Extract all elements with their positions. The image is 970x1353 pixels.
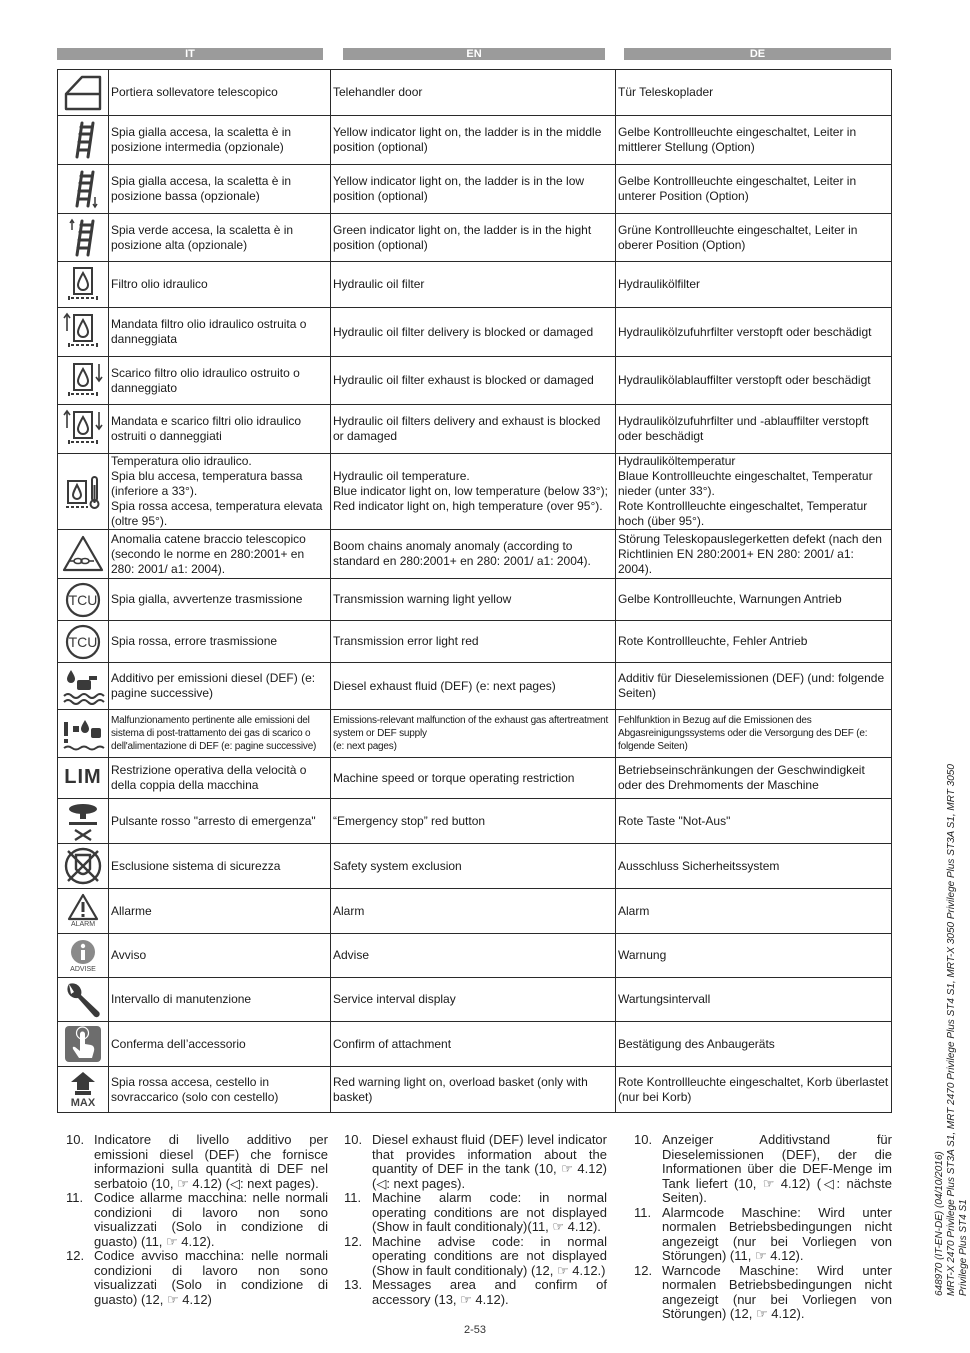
note-item: [66, 1191, 328, 1249]
table-row: [58, 799, 892, 844]
cell-en: Alarm: [331, 889, 616, 934]
cell-de: Alarm: [616, 889, 892, 934]
note-number: 10.: [344, 1132, 363, 1147]
cell-en: Emissions-relevant malfunction of the exhaust gas aftertreatment system or DEF supply (e: next pages): [331, 710, 616, 758]
column-header-it: IT: [57, 48, 323, 60]
cell-it: Spia rossa, errore trasmissione: [109, 621, 331, 663]
table-row: [58, 758, 892, 799]
note-number: 10.: [66, 1132, 85, 1147]
cell-en: Confirm of attachment: [331, 1022, 616, 1067]
cell-en: Yellow indicator light on, the ladder is in the middle position (optional): [331, 116, 616, 165]
cell-en: Hydraulic oil filter delivery is blocked or damaged: [331, 308, 616, 357]
note-item: [634, 1133, 892, 1206]
emergency-stop-icon: [58, 799, 109, 844]
tcu-label: TCU: [68, 633, 98, 650]
def-malfunction-icon: [58, 710, 109, 758]
cell-de: Hydraulikölfilter: [616, 262, 892, 308]
note-number: 11.: [344, 1190, 362, 1205]
cell-de: Gelbe Kontrollleuchte eingeschaltet, Leiter in unterer Position (Option): [616, 165, 892, 214]
side-document-info: [934, 736, 970, 1296]
hydraulic-filter-icon: [58, 262, 109, 308]
cell-de: Gelbe Kontrollleuchte eingeschaltet, Leiter in mittlerer Stellung (Option): [616, 116, 892, 165]
table-row: [58, 405, 892, 454]
def-fluid-icon: [58, 663, 109, 710]
note-number: 11.: [634, 1204, 652, 1220]
cell-en: Red warning light on, overload basket (only with basket): [331, 1067, 616, 1113]
icon-caption: ALARM: [70, 921, 96, 928]
cell-it: Filtro olio idraulico: [109, 262, 331, 308]
table-row: [58, 579, 892, 621]
cell-en: Telehandler door: [331, 70, 616, 116]
note-text: Machine advise code: in normal operating conditions are not displayed (Show in fault conditionaly) (12, ☞ 4.12.): [372, 1233, 607, 1278]
cell-en: Green indicator light on, the ladder is in the hight position (optional): [331, 214, 616, 262]
cell-en: “Emergency stop” red button: [331, 799, 616, 844]
tcu-label: TCU: [68, 591, 98, 608]
cell-de: Betriebseinschränkungen der Geschwindigkeit oder des Drehmoments der Maschine: [616, 758, 892, 799]
ladder-high-icon: [58, 214, 109, 262]
cell-en: Transmission warning light yellow: [331, 579, 616, 621]
note-item: [634, 1206, 892, 1264]
safety-exclusion-icon: [58, 844, 109, 889]
table-row: [58, 70, 892, 116]
table-row: [58, 978, 892, 1022]
cell-it: Avviso: [109, 934, 331, 978]
note-item: [344, 1191, 607, 1235]
note-text: Codice allarme macchina: nelle normali condizioni di lavoro non sono visualizzati (Solo in condizione di guasto) (11, ☞ 4.12).: [94, 1190, 328, 1249]
note-text: Anzeiger Additivstand für Dieselemissionen (DEF), der die Informationen über die DEF-Menge im Tank liefert (10, ☞ 4.12) (◁: nächste Seiten).: [662, 1132, 892, 1205]
table-row: [58, 844, 892, 889]
cell-it: Spia gialla, avvertenze trasmissione: [109, 579, 331, 621]
ladder-low-icon: [58, 165, 109, 214]
notes-en: [344, 1133, 607, 1307]
oil-temperature-icon: [58, 454, 109, 530]
cell-it: Scarico filtro olio idraulico ostruito o danneggiato: [109, 357, 331, 405]
table-row: [58, 165, 892, 214]
cell-it: Anomalia catene braccio telescopico (secondo le norme en 280:2001+ en 280: 2001/ a1: 2004).: [109, 530, 331, 579]
page-number: 2-53: [463, 1324, 487, 1336]
note-number: 12.: [344, 1233, 363, 1249]
cell-de: Ausschluss Sicherheitssystem: [616, 844, 892, 889]
tcu-yellow-icon: [58, 579, 109, 621]
table-row: [58, 116, 892, 165]
table-row: [58, 1022, 892, 1067]
alarm-icon: [58, 889, 109, 934]
cell-en: Safety system exclusion: [331, 844, 616, 889]
wrench-icon: [58, 978, 109, 1022]
note-number: 11.: [66, 1190, 84, 1205]
cell-it: Spia gialla accesa, la scaletta è in posizione intermedia (opzionale): [109, 116, 331, 165]
cell-it: Allarme: [109, 889, 331, 934]
table-row: [58, 1067, 892, 1113]
cell-de: Gelbe Kontrollleuchte, Warnungen Antrieb: [616, 579, 892, 621]
cell-en: Advise: [331, 934, 616, 978]
cell-de: Hydrauliköltemperatur Blaue Kontrollleuchte eingeschaltet, Temperatur nieder (unter 33°). Rote Kontrollleuchte eingeschaltet, Temperatur hoch (über 95°).: [616, 454, 892, 530]
cell-de: Hydraulikölablauffilter verstopft oder beschädigt: [616, 357, 892, 405]
filters-blocked-icon: [58, 405, 109, 454]
cell-it: Intervallo di manutenzione: [109, 978, 331, 1022]
table-row: [58, 308, 892, 357]
cell-en: Hydraulic oil filter exhaust is blocked or damaged: [331, 357, 616, 405]
cell-it: Additivo per emissioni diesel (DEF) (e: pagine successive): [109, 663, 331, 710]
note-text: Diesel exhaust fluid (DEF) level indicator that provides information about the quantity of DEF in the tank (10, ☞ 4.12) (◁: next pages).: [372, 1132, 607, 1191]
icon-caption: ADVISE: [70, 965, 96, 973]
symbol-table: [57, 69, 892, 1113]
cell-it: Portiera sollevatore telescopico: [109, 70, 331, 116]
lim-label: LIM: [64, 765, 102, 788]
icon-caption: MAX: [70, 1097, 96, 1109]
table-row: [58, 530, 892, 579]
note-number: 12.: [66, 1248, 85, 1263]
cell-de: Bestätigung des Anbaugeräts: [616, 1022, 892, 1067]
cell-en: Boom chains anomaly anomaly (according to standard en 280:2001+ en 280: 2001/ a1: 2004).: [331, 530, 616, 579]
document-code: 648970 (IT-EN-DE) (04/10/2016): [934, 1151, 945, 1296]
cell-de: Hydraulikölzufuhrfilter und -ablauffilter verstopft oder beschädigt: [616, 405, 892, 454]
note-item: [66, 1133, 328, 1191]
table-row: [58, 889, 892, 934]
cell-de: Rote Taste "Not-Aus": [616, 799, 892, 844]
cell-de: Rote Kontrollleuchte, Fehler Antrieb: [616, 621, 892, 663]
cell-en: Diesel exhaust fluid (DEF) (e: next pages): [331, 663, 616, 710]
cell-de: Rote Kontrollleuchte eingeschaltet, Korb überlastet (nur bei Korb): [616, 1067, 892, 1113]
lim-icon: [58, 758, 109, 799]
cell-it: Esclusione sistema di sicurezza: [109, 844, 331, 889]
cell-de: Grüne Kontrollleuchte eingeschaltet, Leiter in oberer Position (Option): [616, 214, 892, 262]
cell-de: Störung Teleskopauslegerketten defekt (nach den Richtlinien EN 280:2001+ EN 280: 2001/ a1: 2004).: [616, 530, 892, 579]
table-row: [58, 934, 892, 978]
touch-confirm-icon: [58, 1022, 109, 1067]
note-number: 13.: [344, 1277, 363, 1292]
cell-de: Additiv für Dieselemissionen (DEF) (und: folgende Seiten): [616, 663, 892, 710]
cell-it: Mandata filtro olio idraulico ostruita o danneggiata: [109, 308, 331, 357]
note-text: Indicatore di livello additivo per emissioni diesel (DEF) che fornisce informazioni sulla quantità di DEF nel serbatoio (10, ☞ 4.12) (◁: next pages).: [94, 1132, 328, 1191]
note-text: Warncode Maschine: Wird unter normalen Betriebsbedingungen nicht angezeigt (nur bei Vorliegen von Störungen) (12, ☞ 4.12).: [662, 1262, 892, 1321]
note-number: 10.: [634, 1132, 653, 1147]
cell-en: Machine speed or torque operating restriction: [331, 758, 616, 799]
note-number: 12.: [634, 1262, 653, 1278]
filter-exhaust-blocked-icon: [58, 357, 109, 405]
ladder-middle-icon: [58, 116, 109, 165]
cell-it: Spia gialla accesa, la scaletta è in posizione bassa (opzionale): [109, 165, 331, 214]
cell-en: Hydraulic oil filter: [331, 262, 616, 308]
cell-it: Restrizione operativa della velocità o della coppia della macchina: [109, 758, 331, 799]
cell-de: Tür Teleskoplader: [616, 70, 892, 116]
column-header-en: EN: [343, 48, 605, 60]
note-text: Machine alarm code: in normal operating conditions are not displayed (Show in fault conditionaly)(11, ☞ 4.12).: [372, 1190, 607, 1234]
overload-basket-icon: [58, 1067, 109, 1113]
note-item: [344, 1278, 607, 1307]
column-header-de: DE: [624, 48, 891, 60]
note-text: Codice avviso macchina: nelle normali condizioni di lavoro non sono visualizzati (Solo in condizione di guasto) (12, ☞ 4.12): [94, 1248, 328, 1307]
table-row: [58, 710, 892, 758]
cell-de: Hydraulikölzufuhrfilter verstopft oder beschädigt: [616, 308, 892, 357]
door-icon: [58, 70, 109, 116]
cell-de: Fehlfunktion in Bezug auf die Emissionen des Abgasreinigungssystems oder die Versorgung des DEF (e: folgende Seiten): [616, 710, 892, 758]
cell-en: Yellow indicator light on, the ladder is in the low position (optional): [331, 165, 616, 214]
notes-de: [634, 1133, 892, 1322]
note-text: Alarmcode Maschine: Wird unter normalen Betriebsbedingungen nicht angezeigt (nur bei Vorliegen von Störungen) (11, ☞ 4.12).: [662, 1204, 892, 1263]
cell-it: Conferma dell’accessorio: [109, 1022, 331, 1067]
cell-en: Service interval display: [331, 978, 616, 1022]
model-list: MRT-X 2470 Privilege Plus ST3A S1, MRT 2470 Privilege Plus ST4 S1, MRT-X 3050 Privilege Plus ST3A S1, MRT 3050 Privilege Plus ST4 S1: [946, 764, 969, 1296]
table-row: [58, 262, 892, 308]
note-text: Messages area and confirm of accessory (13, ☞ 4.12).: [372, 1277, 607, 1307]
table-row: [58, 214, 892, 262]
tcu-red-icon: [58, 621, 109, 663]
note-item: [634, 1264, 892, 1322]
table-row: [58, 454, 892, 530]
note-item: [344, 1133, 607, 1191]
cell-de: Warnung: [616, 934, 892, 978]
boom-chain-warning-icon: [58, 530, 109, 579]
filter-delivery-blocked-icon: [58, 308, 109, 357]
table-row: [58, 357, 892, 405]
cell-it: Temperatura olio idraulico. Spia blu accesa, temperatura bassa (inferiore a 33°). Spia rossa accesa, temperatura elevata (oltre 95°).: [109, 454, 331, 530]
notes-it: [66, 1133, 328, 1307]
note-item: [66, 1249, 328, 1307]
cell-en: Transmission error light red: [331, 621, 616, 663]
cell-en: Hydraulic oil filters delivery and exhaust is blocked or damaged: [331, 405, 616, 454]
cell-en: Hydraulic oil temperature. Blue indicator light on, low temperature (below 33°); Red indicator light on, high temperature (over 95°).: [331, 454, 616, 530]
table-row: [58, 663, 892, 710]
cell-it: Pulsante rosso "arresto di emergenza": [109, 799, 331, 844]
table-row: [58, 621, 892, 663]
cell-it: Spia rossa accesa, cestello in sovraccarico (solo con cestello): [109, 1067, 331, 1113]
cell-de: Wartungsintervall: [616, 978, 892, 1022]
note-item: [344, 1235, 607, 1279]
advise-icon: [58, 934, 109, 978]
cell-it: Mandata e scarico filtri olio idraulico ostruiti o danneggiati: [109, 405, 331, 454]
cell-it: Spia verde accesa, la scaletta è in posizione alta (opzionale): [109, 214, 331, 262]
cell-it: Malfunzionamento pertinente alle emissioni del sistema di post-trattamento dei gas di scarico o dell'alimentazione di DEF (e: pagine successive): [109, 710, 331, 758]
